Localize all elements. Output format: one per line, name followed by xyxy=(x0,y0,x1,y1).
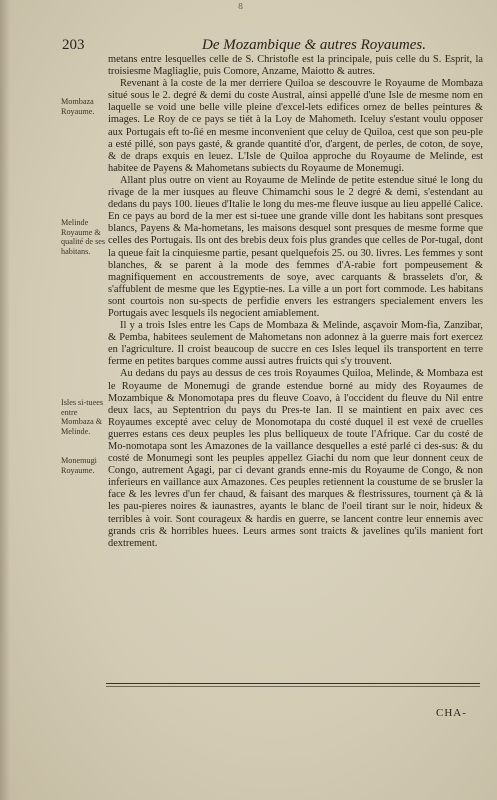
catchword: CHA- xyxy=(436,707,467,719)
page-number: 203 xyxy=(62,37,85,53)
closing-rule-thin xyxy=(106,686,480,687)
paragraph: Il y a trois Isles entre les Caps de Mombaza & Melinde, asçavoir Mom-fia, Zanzibar, & Pemba, habitees seulement de Mahometans non adonnez à la guerre mais fort exercez en l'agriculture. Il croist beaucoup de succre en ces Isles lequel ils transportent en terre ferme en petites barques comme aussi autres fruicts qui s'y trouvent. xyxy=(108,320,483,368)
body-text xyxy=(108,54,483,550)
page-edge-shadow xyxy=(0,0,10,800)
margin-note-mombaza: Mombaza Royaume. xyxy=(61,97,95,116)
folio-mark: 8 xyxy=(238,2,244,11)
margin-note-isles: Isles si-tuees entre Mombaza & Melinde. xyxy=(61,398,104,436)
margin-note-monemugi: Monemugi Royaume. xyxy=(61,456,97,475)
paragraph: Allant plus outre on vient au Royaume de Melinde de petite estendue situé le long du rivage de la mer iusques au fleuve Chimamchi sous le 2 degré & demi, s'estendant au dedans du pays 100. lieues d'Italie le long du mes-me fleuve iusque au lieu appellé Calice. En ce pays au bord de la mer est si-tuee une grande ville dont les habitans sont presques blancs, Payens & Ma-hometans, les maisons desquel sont presques de mesme forme que celles des Portugais. Ils ont des brebis deux fois plus grandes que celles de Por-tugal, dont la queue fait la cinquiesme partie, pesant quelquefois 25. ou 30. livres. Les femmes y sont blanches, & se parent à la mode des femmes d'A-rabie fort pompeusement & magnifiquement en accoustrements de soye, avec carquants & brasselets d'or, & s'affublent de mesme que les Egyptie-nes. La ville a un port fort commode. Les habitans sont courtois non su-spects de perfidie envers les estrangers specialement envers les Portugais avec lesquels ils negocient amiablement. xyxy=(108,174,483,319)
closing-rule xyxy=(106,683,480,684)
running-title: De Mozambique & autres Royaumes. xyxy=(202,37,426,53)
margin-note-melinde: Melinde Royaume & qualité de ses habitans. xyxy=(61,218,106,256)
page-header xyxy=(62,37,467,53)
paragraph: Revenant à la coste de la mer derriere Quiloa se descouvre le Royaume de Mombaza situé sous le 2. degré & demi du coste Austral, ainsi appellé d'une Isle de mesme nom en laquelle se void une belle ville pleine d'excel-lets edifices ornez de belles peintures & images. Le Roy de ce pays se tiét à la Loy de Mahometh. Iceluy s'estant voulu opposer aux Portugais eft to-ſié en mesme inconvenient que celuy de Quiloa, cest que son peu-ple a esté pillé, son pays gasté, & grande quantité d'or, d'argent, de perles, de coton, de soye, & de draps exquis en leuez. L'Isle de Quiloa approche du Royaume de Melinde, est habitee de Payens & Mahometans subiects du Royaume de Monemugi. xyxy=(108,78,483,174)
paragraph: metans entre lesquelles celle de S. Christofle est la principale, puis celle du S. Esprit, la troisiesme Magliaglie, puis Comore, Anzame, Maiotto & autres. xyxy=(108,54,483,78)
paragraph: Au dedans du pays au dessus de ces trois Royaumes Quiloa, Melinde, & Mombaza est le Royaume de Monemugi de grande estendue borné au midy des Royaumes de Mozambique & Monomotapa pres du fleuve Coavo, à l'occident du fleuve du Nil entre deux lacs, au Septentrion du pays du Pres-te Ian. Il se maintient en paix avec ces Royaumes excepté avec celuy de Monomotapa du costé duquel il est vexé de cruelles guerres estans ces deux peuples les plus belliqueux de toute l'Afrique. Car du costé de Mo-nomotapa sont les Amazones de la vaillance desquelles a esté parlé ci des-sus: & du costé de Monumegi sont les peuples appellez Giachi du nom que leur donnent ceux de Congo, autrement Agagi, par ci devant grands enne-mis du Royaume de Congo, & non inferieurs en vaillance aux Amazones. Ces peuples retiennent la coustume de se brusler la face & les levres d'un fer chaud, & faisant des marques & flestrissures, tournent çà & là les pau-pieres noires & iaunastres, ayants le blanc de l'oeil tirant sur le noir, hideux & terribles à voir. Sont courageux & hardis en guerre, se lancent contre leur ennemis avec grands cris & horribles huees. Leurs armes sont traicts & javelines qu'ils manient fort dextrement. xyxy=(108,368,483,549)
